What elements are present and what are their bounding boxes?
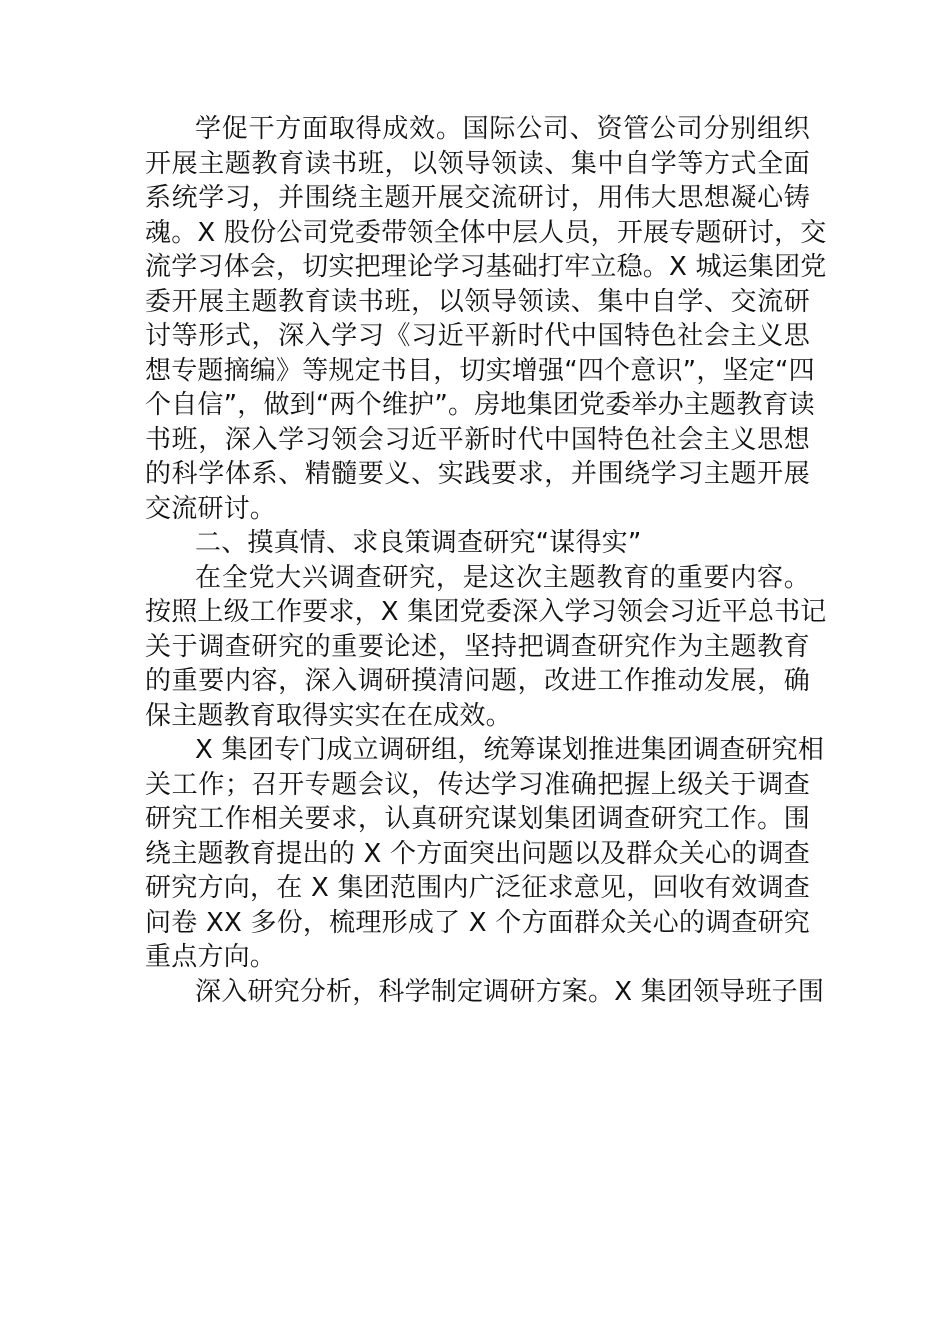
text-line: 交流研讨。 <box>145 493 277 524</box>
text-line: 研究方向，在 X 集团范围内广泛征求意见，回收有效调查 <box>145 873 810 903</box>
text-line: 重点方向。 <box>145 942 277 972</box>
text-line: 在全党大兴调查研究，是这次主题教育的重要内容。 <box>195 562 810 593</box>
section-heading: 二、摸真情、求良策调查研究“谋得实” <box>195 528 642 558</box>
text-line: 开展主题教育读书班，以领导领读、集中自学等方式全面 <box>145 148 810 179</box>
text-line: 学促干方面取得成效。国际公司、资管公司分别组织 <box>195 114 810 144</box>
text-line: 按照上级工作要求，X 集团党委深入学习领会习近平总书记 <box>145 597 827 627</box>
text-line: 书班，深入学习领会习近平新时代中国特色社会主义思想 <box>145 424 810 455</box>
text-line: 的重要内容，深入调研摸清问题，改进工作推动发展，确 <box>145 666 810 696</box>
document-body <box>145 112 827 1009</box>
text-line: 关于调查研究的重要论述，坚持把调查研究作为主题教育 <box>145 631 810 662</box>
text-line: X 集团专门成立调研组，统筹谋划推进集团调查研究相 <box>195 735 825 765</box>
text-line: 绕主题教育提出的 X 个方面突出问题以及群众关心的调查 <box>145 838 810 869</box>
text-line: 讨等形式，深入学习《习近平新时代中国特色社会主义思 <box>145 321 810 351</box>
text-line: 深入研究分析，科学制定调研方案。X 集团领导班子围 <box>195 976 825 1007</box>
text-line: 关工作；召开专题会议，传达学习准确把握上级关于调查 <box>145 769 810 800</box>
text-line: 魂。X 股份公司党委带领全体中层人员，开展专题研讨，交 <box>145 217 827 248</box>
text-line: 个自信”，做到“两个维护”。房地集团党委举办主题教育读 <box>145 390 815 420</box>
text-line: 想专题摘编》等规定书目，切实增强“四个意识”，坚定“四 <box>145 355 815 386</box>
text-line: 流学习体会，切实把理论学习基础打牢立稳。X 城运集团党 <box>145 252 827 282</box>
text-line: 研究工作相关要求，认真研究谋划集团调查研究工作。围 <box>145 804 810 834</box>
text-line: 保主题教育取得实实在在成效。 <box>145 700 512 731</box>
text-line: 问卷 XX 多份，梳理形成了 X 个方面群众关心的调查研究 <box>145 907 810 938</box>
text-line: 委开展主题教育读书班，以领导领读、集中自学、交流研 <box>145 286 810 317</box>
text-line: 的科学体系、精髓要义、实践要求，并围绕学习主题开展 <box>145 459 810 489</box>
text-line: 系统学习，并围绕主题开展交流研讨，用伟大思想凝心铸 <box>145 183 810 213</box>
